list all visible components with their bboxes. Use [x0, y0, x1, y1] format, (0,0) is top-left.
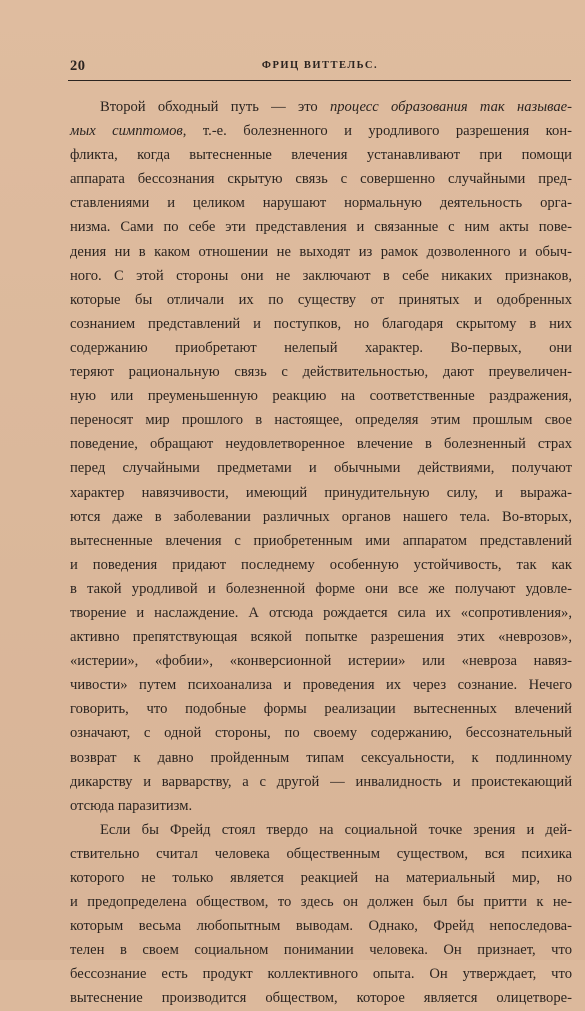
text-line: [70, 312, 572, 336]
text-segment: дения ни в каком отношении не выходят из рамок дозволенного и обыч-: [70, 243, 572, 260]
text-line: [70, 914, 572, 938]
body-text: [70, 95, 572, 1011]
text-segment: поведение, обращают неудовлетворенное влечение в болезненный страх: [70, 436, 572, 453]
text-segment: телен в своем социальном понимании человека. Он признает, что: [70, 942, 572, 959]
text-line: [70, 673, 572, 697]
text-line: [70, 794, 572, 818]
text-line: [70, 746, 572, 770]
text-segment: вытесненные влечения с приобретенным ими аппаратом представлений: [70, 532, 572, 549]
text-line: [70, 529, 572, 553]
text-line: [70, 842, 572, 866]
text-segment: содержанию приобретают нелепый характер. Во-первых, они: [70, 339, 572, 356]
text-line: [70, 577, 572, 601]
text-line: [70, 288, 572, 312]
text-line: [70, 143, 572, 167]
text-segment: которым весьма любопытным выводам. Однако, Фрейд непоследова-: [70, 918, 572, 935]
text-line: [70, 721, 572, 745]
text-line: [70, 95, 572, 119]
text-line: [70, 962, 572, 986]
text-segment: теряют рациональную связь с действительностью, дают преувеличен-: [70, 364, 572, 381]
text-segment: перед случайными предметами и обычными действиями, получают: [70, 460, 572, 477]
text-line: [70, 770, 572, 794]
text-line: [70, 890, 572, 914]
text-segment: ного. С этой стороны они не заключают в себе никаких признаков,: [70, 267, 572, 284]
text-segment: Если бы Фрейд стоял твердо на социальной точке зрения и дей-: [100, 821, 572, 838]
text-line: [70, 866, 572, 890]
text-segment: характер навязчивости, имеющий принудительную силу, и выража-: [70, 484, 572, 501]
text-segment: фликта, когда вытесненные влечения устанавливают при помощи: [70, 147, 572, 164]
text-line: [70, 215, 572, 239]
text-segment: которые бы отличали их по существу от принятых и одобренных: [70, 291, 572, 308]
text-segment: творение и наслаждение. А отсюда рождается сила их «сопротивления»,: [70, 604, 572, 621]
text-line: [70, 505, 572, 529]
text-line: [70, 432, 572, 456]
italic-text: мых симптомов: [70, 123, 183, 140]
text-segment: означают, с одной стороны, по своему содержанию, бессознательный: [70, 725, 572, 742]
header-rule: [68, 80, 571, 81]
page-number: 20: [70, 58, 86, 74]
text-segment: Второй обходный путь — это: [100, 99, 330, 115]
text-segment: сознанием представлений и поступков, но благодаря скрытому в них: [70, 315, 572, 332]
text-segment: возврат к давно пройденным типам сексуальности, к подлинному: [70, 749, 572, 766]
text-segment: аппарата бессознания скрытую связь с совершенно случайными пред-: [70, 171, 572, 188]
text-segment: ставлениями и целиком нарушают нормальную деятельность орга-: [70, 195, 572, 212]
text-line: [70, 240, 572, 264]
text-line: [70, 481, 572, 505]
text-line: [70, 336, 572, 360]
text-line: [70, 649, 572, 673]
text-segment: «истерии», «фобии», «конверсионной истерии» или «невроза навяз-: [70, 653, 572, 670]
text-segment: чивости» путем психоанализа и проведения их через сознание. Нечего: [70, 677, 572, 694]
text-line: [70, 191, 572, 215]
text-segment: бессознание есть продукт коллективного опыта. Он утверждает, что: [70, 966, 572, 983]
page-header: [70, 58, 570, 76]
text-line: [70, 938, 572, 962]
text-line: [70, 456, 572, 480]
text-line: [70, 697, 572, 721]
text-segment: переносят мир прошлого в настоящее, определяя этим прошлым свое: [70, 412, 572, 429]
text-line: [70, 818, 572, 842]
text-segment: которого не только является реакцией на материальный мир, но: [70, 870, 572, 886]
text-line: [70, 119, 572, 143]
text-segment: вытеснение производится обществом, которое является олицетворе-: [70, 990, 572, 1007]
text-segment: говорить, что подобные формы реализации вытесненных влечений: [70, 701, 572, 718]
text-segment: в такой уродливой и болезненной форме они все же получают удовле-: [70, 580, 572, 597]
text-segment: дикарству и варварству, а с другой — инвалидность и проистекающий: [70, 773, 572, 790]
text-segment: , т.-е. болезненного и уродливого разрешения кон-: [182, 123, 572, 140]
text-line: [70, 384, 572, 408]
text-segment: и предопределена обществом, то здесь он должен был бы притти к не-: [70, 894, 572, 911]
text-segment: ствительно считал человека общественным существом, вся психика: [70, 845, 572, 862]
running-head: ФРИЦ ВИТТЕЛЬС.: [261, 60, 379, 71]
text-line: [70, 601, 572, 625]
text-segment: активно препятствующая всякой попытке разрешения этих «неврозов»,: [70, 629, 572, 646]
italic-text: процесс образования так называе-: [329, 99, 572, 115]
text-line: [70, 986, 572, 1010]
text-line: [70, 408, 572, 432]
text-line: [70, 167, 572, 191]
text-segment: ную или преуменьшенную реакцию на соответственные раздражения,: [70, 388, 572, 405]
text-line: [70, 553, 572, 577]
text-line: [70, 264, 572, 288]
text-segment: отсюда паразитизм.: [70, 797, 193, 814]
text-segment: ются даже в заболевании различных органов нашего тела. Во-вторых,: [70, 508, 572, 525]
text-segment: и поведения придают последнему особенную устойчивость, так как: [70, 556, 572, 573]
text-line: [70, 625, 572, 649]
text-line: [70, 360, 572, 384]
text-segment: низма. Сами по себе эти представления и связанные с ним акты пове-: [70, 219, 572, 236]
